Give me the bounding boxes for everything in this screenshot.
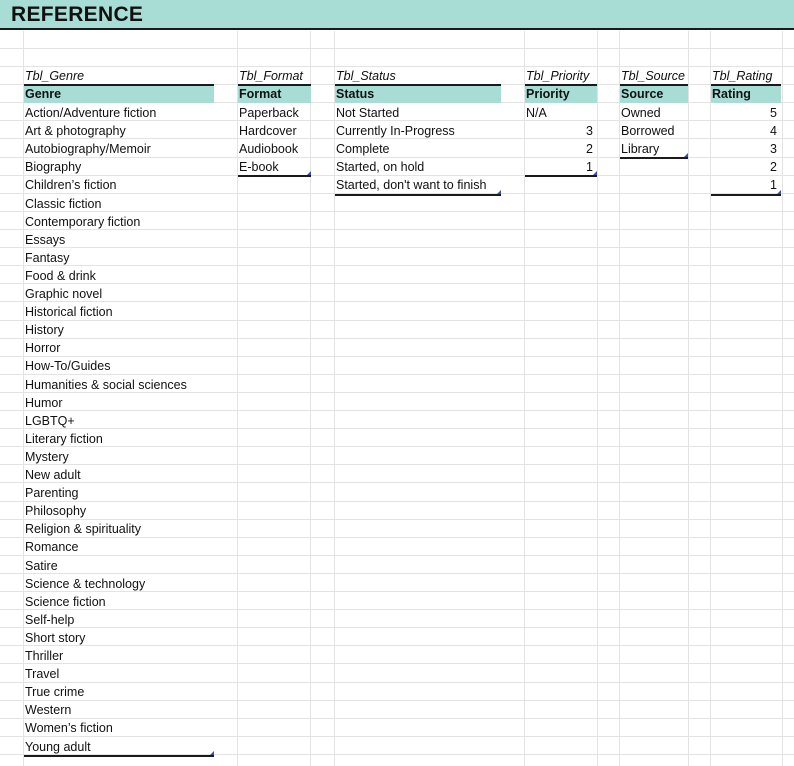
status-column-header[interactable]: Status (336, 87, 375, 101)
genre-cell[interactable]: True crime (25, 685, 85, 699)
source-cell[interactable]: Owned (621, 106, 661, 120)
status-cell[interactable]: Started, on hold (336, 160, 425, 174)
genre-cell[interactable]: Philosophy (25, 504, 87, 518)
genre-cell[interactable]: Religion & spirituality (25, 522, 142, 536)
genre-cell[interactable]: Action/Adventure fiction (25, 106, 157, 120)
rating-cell[interactable]: 4 (770, 124, 777, 138)
source-cell[interactable]: Library (621, 142, 660, 156)
genre-cell[interactable]: New adult (25, 468, 81, 482)
status-table-name: Tbl_Status (336, 69, 396, 83)
source-cell[interactable]: Borrowed (621, 124, 675, 138)
genre-cell[interactable]: Historical fiction (25, 305, 113, 319)
source-table-bottom-border (620, 157, 688, 159)
priority-table-resize-handle[interactable] (592, 170, 597, 175)
format-cell[interactable]: Hardcover (239, 124, 297, 138)
rating-table-bottom-border (711, 194, 781, 196)
status-cell[interactable]: Started, don't want to finish (336, 178, 487, 192)
genre-cell[interactable]: Mystery (25, 450, 69, 464)
rating-cell[interactable]: 3 (770, 142, 777, 156)
genre-cell[interactable]: Contemporary fiction (25, 215, 141, 229)
format-cell[interactable]: Paperback (239, 106, 299, 120)
genre-cell[interactable]: Women’s fiction (25, 721, 113, 735)
source-column-header[interactable]: Source (621, 87, 664, 101)
genre-cell[interactable]: Food & drink (25, 269, 96, 283)
format-cell[interactable]: Audiobook (239, 142, 299, 156)
priority-cell[interactable]: N/A (526, 106, 547, 120)
rating-cell[interactable]: 2 (770, 160, 777, 174)
priority-column-header[interactable]: Priority (526, 87, 570, 101)
status-cell[interactable]: Currently In-Progress (336, 124, 455, 138)
format-table-resize-handle[interactable] (306, 170, 311, 175)
genre-table-bottom-border (24, 755, 214, 757)
rating-table-resize-handle[interactable] (776, 189, 781, 194)
title-banner (0, 0, 794, 30)
genre-cell[interactable]: Parenting (25, 486, 79, 500)
column-gridline (597, 31, 598, 766)
genre-cell[interactable]: Science & technology (25, 577, 146, 591)
column-gridline (782, 31, 783, 766)
genre-cell[interactable]: Young adult (25, 740, 91, 754)
genre-cell[interactable]: How-To/Guides (25, 359, 111, 373)
genre-table-name: Tbl_Genre (25, 69, 85, 83)
genre-cell[interactable]: Literary fiction (25, 432, 103, 446)
rating-table-name: Tbl_Rating (712, 69, 773, 83)
genre-cell[interactable]: Classic fiction (25, 197, 102, 211)
genre-cell[interactable]: Graphic novel (25, 287, 103, 301)
format-column-header[interactable]: Format (239, 87, 282, 101)
genre-cell[interactable]: Thriller (25, 649, 64, 663)
priority-cell[interactable]: 1 (586, 160, 593, 174)
genre-cell[interactable]: Short story (25, 631, 86, 645)
genre-cell[interactable]: Autobiography/Memoir (25, 142, 151, 156)
genre-cell[interactable]: Western (25, 703, 72, 717)
status-cell[interactable]: Not Started (336, 106, 400, 120)
source-table-resize-handle[interactable] (683, 152, 688, 157)
genre-cell[interactable]: Children’s fiction (25, 178, 117, 192)
format-cell[interactable]: E-book (239, 160, 279, 174)
genre-cell[interactable]: Self-help (25, 613, 75, 627)
rating-column-header[interactable]: Rating (712, 87, 751, 101)
column-gridline (619, 31, 620, 766)
genre-cell[interactable]: Science fiction (25, 595, 106, 609)
column-gridline (23, 31, 24, 766)
rating-cell[interactable]: 5 (770, 106, 777, 120)
genre-cell[interactable]: Satire (25, 559, 58, 573)
column-gridline (524, 31, 525, 766)
priority-table-bottom-border (525, 175, 597, 177)
format-table-bottom-border (238, 175, 311, 177)
genre-cell[interactable]: Art & photography (25, 124, 126, 138)
source-table-name: Tbl_Source (621, 69, 685, 83)
genre-cell[interactable]: Travel (25, 667, 60, 681)
priority-cell[interactable]: 2 (586, 142, 593, 156)
status-cell[interactable]: Complete (336, 142, 390, 156)
genre-cell[interactable]: Horror (25, 341, 61, 355)
genre-table-resize-handle[interactable] (209, 750, 214, 755)
genre-cell[interactable]: Humanities & social sciences (25, 378, 187, 392)
sheet-title: REFERENCE (11, 3, 144, 26)
genre-cell[interactable]: Humor (25, 396, 63, 410)
genre-column-header[interactable]: Genre (25, 87, 62, 101)
column-gridline (710, 31, 711, 766)
genre-cell[interactable]: Romance (25, 540, 79, 554)
row-gridline (0, 48, 794, 49)
genre-cell[interactable]: History (25, 323, 64, 337)
genre-cell[interactable]: Fantasy (25, 251, 70, 265)
genre-cell[interactable]: Essays (25, 233, 66, 247)
column-gridline (688, 31, 689, 766)
status-table-resize-handle[interactable] (496, 189, 501, 194)
genre-cell[interactable]: Biography (25, 160, 82, 174)
rating-cell[interactable]: 1 (770, 178, 777, 192)
format-table-name: Tbl_Format (239, 69, 303, 83)
status-table-bottom-border (335, 194, 501, 196)
column-gridline (237, 31, 238, 766)
column-gridline (334, 31, 335, 766)
genre-cell[interactable]: LGBTQ+ (25, 414, 75, 428)
priority-cell[interactable]: 3 (586, 124, 593, 138)
priority-table-name: Tbl_Priority (526, 69, 590, 83)
